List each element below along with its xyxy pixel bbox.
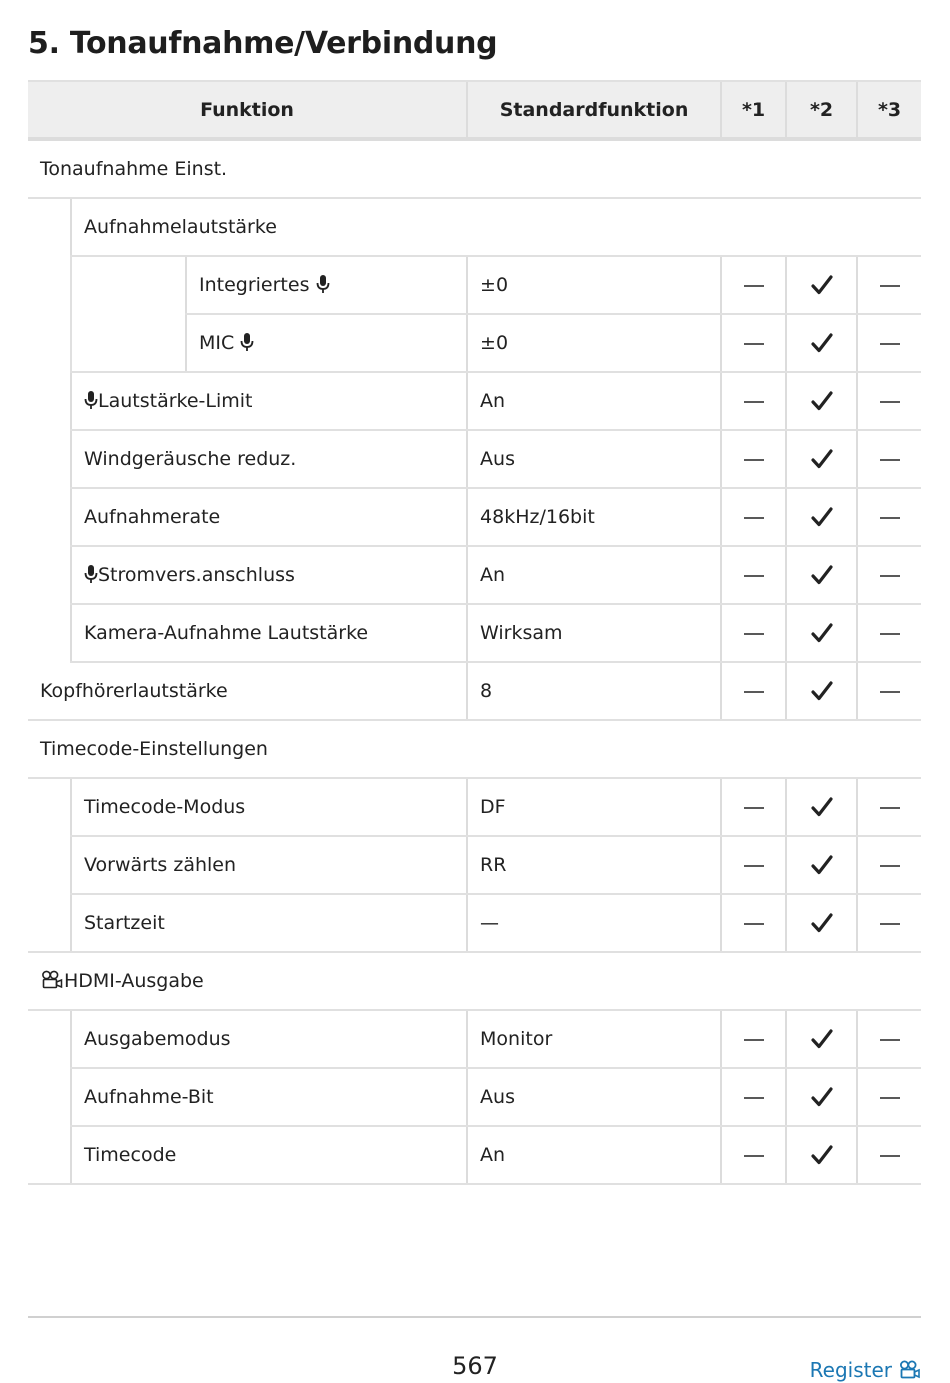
- availability-col-3: [857, 546, 921, 604]
- setting-label: [71, 604, 467, 662]
- default-value: Monitor: [467, 1010, 721, 1068]
- availability-col-1: [721, 1126, 786, 1184]
- default-value: ±0: [467, 314, 721, 372]
- row-label: MIC: [199, 332, 235, 354]
- dash-icon: [879, 680, 901, 702]
- dash-icon: [879, 854, 901, 876]
- dash-icon: [743, 1144, 765, 1166]
- header-standardfunktion: Standardfunktion: [467, 81, 721, 139]
- dash-icon: [879, 1028, 901, 1050]
- table-row: [28, 256, 921, 314]
- microphone-icon: [84, 390, 98, 410]
- availability-col-1: [721, 894, 786, 952]
- checkmark-icon: [811, 854, 833, 876]
- dash-icon: [879, 506, 901, 528]
- row-label: Integriertes: [199, 274, 310, 296]
- default-value: Wirksam: [467, 604, 721, 662]
- dash-icon: [743, 1028, 765, 1050]
- availability-col-2: [786, 894, 857, 952]
- availability-col-3: [857, 1126, 921, 1184]
- table-row: [28, 546, 921, 604]
- movie-camera-icon: [40, 970, 64, 990]
- row-label: Aufnahmelautstärke: [84, 216, 277, 238]
- setting-label: [71, 488, 467, 546]
- setting-label: [186, 256, 467, 314]
- table-row: [28, 894, 921, 952]
- availability-col-3: [857, 488, 921, 546]
- default-value: 8: [467, 662, 721, 720]
- header-col-2: *2: [786, 81, 857, 139]
- indent-spacer: [28, 1010, 71, 1184]
- header-funktion: Funktion: [28, 81, 467, 139]
- page-title: 5. Tonaufnahme/Verbindung: [28, 26, 498, 61]
- dash-icon: [879, 912, 901, 934]
- setting-label: [71, 1126, 467, 1184]
- availability-col-1: [721, 1010, 786, 1068]
- availability-col-2: [786, 836, 857, 894]
- table-row: [28, 430, 921, 488]
- default-value: An: [467, 1126, 721, 1184]
- dash-icon: [879, 448, 901, 470]
- table-row: [28, 1126, 921, 1184]
- checkmark-icon: [811, 332, 833, 354]
- row-label: Timecode-Einstellungen: [40, 738, 268, 760]
- row-label: Timecode: [84, 1144, 177, 1166]
- setting-label: [71, 430, 467, 488]
- group-heading: [28, 952, 921, 1010]
- setting-label: [28, 662, 467, 720]
- default-value: An: [467, 546, 721, 604]
- indent-spacer: [71, 256, 186, 372]
- dash-icon: [879, 274, 901, 296]
- row-label: Aufnahmerate: [84, 506, 221, 528]
- setting-label: [71, 778, 467, 836]
- dash-icon: [743, 332, 765, 354]
- dash-icon: [879, 332, 901, 354]
- default-value: ±0: [467, 256, 721, 314]
- setting-label: [71, 836, 467, 894]
- table-row: [28, 836, 921, 894]
- setting-label: [186, 314, 467, 372]
- microphone-icon: [240, 332, 254, 352]
- checkmark-icon: [811, 506, 833, 528]
- availability-col-1: [721, 314, 786, 372]
- row-label: Windgeräusche reduz.: [84, 448, 297, 470]
- availability-col-3: [857, 256, 921, 314]
- microphone-icon: [84, 564, 98, 584]
- checkmark-icon: [811, 390, 833, 412]
- dash-icon: [743, 274, 765, 296]
- setting-label: [71, 1010, 467, 1068]
- availability-col-2: [786, 604, 857, 662]
- availability-col-2: [786, 778, 857, 836]
- availability-col-2: [786, 662, 857, 720]
- availability-col-2: [786, 372, 857, 430]
- default-value: Aus: [467, 430, 721, 488]
- dash-icon: [879, 390, 901, 412]
- dash-icon: [879, 622, 901, 644]
- availability-col-1: [721, 546, 786, 604]
- row-label: Stromvers.anschluss: [98, 564, 295, 586]
- default-value: An: [467, 372, 721, 430]
- availability-col-3: [857, 894, 921, 952]
- header-col-1: *1: [721, 81, 786, 139]
- dash-icon: [879, 564, 901, 586]
- dash-icon: [879, 1086, 901, 1108]
- default-value: RR: [467, 836, 721, 894]
- checkmark-icon: [811, 1086, 833, 1108]
- page-number: 567: [452, 1352, 498, 1380]
- row-label: Lautstärke-Limit: [98, 390, 253, 412]
- availability-col-1: [721, 778, 786, 836]
- availability-col-3: [857, 314, 921, 372]
- availability-col-1: [721, 372, 786, 430]
- availability-col-1: [721, 430, 786, 488]
- availability-col-3: [857, 430, 921, 488]
- availability-col-1: [721, 488, 786, 546]
- settings-table: [28, 80, 921, 1185]
- dash-icon: [743, 564, 765, 586]
- table-row: [28, 1010, 921, 1068]
- checkmark-icon: [811, 274, 833, 296]
- availability-col-2: [786, 1068, 857, 1126]
- dash-icon: [743, 680, 765, 702]
- table-row-group: [28, 139, 921, 198]
- availability-col-3: [857, 1068, 921, 1126]
- table-row: [28, 778, 921, 836]
- availability-col-3: [857, 662, 921, 720]
- header-col-3: *3: [857, 81, 921, 139]
- dash-icon: [879, 796, 901, 818]
- checkmark-icon: [811, 680, 833, 702]
- table-row: [28, 604, 921, 662]
- indent-spacer: [28, 778, 71, 952]
- availability-col-3: [857, 778, 921, 836]
- dash-icon: [743, 390, 765, 412]
- movie-camera-icon: [898, 1360, 920, 1380]
- setting-label: [71, 372, 467, 430]
- register-link[interactable]: [810, 1358, 920, 1382]
- availability-col-2: [786, 546, 857, 604]
- row-label: Ausgabemodus: [84, 1028, 231, 1050]
- availability-col-2: [786, 488, 857, 546]
- availability-col-2: [786, 1126, 857, 1184]
- availability-col-1: [721, 256, 786, 314]
- setting-label: [71, 1068, 467, 1126]
- row-label: Vorwärts zählen: [84, 854, 237, 876]
- subgroup-heading: [71, 198, 921, 256]
- default-value: DF: [467, 778, 721, 836]
- row-label: Tonaufnahme Einst.: [40, 158, 228, 180]
- availability-col-2: [786, 430, 857, 488]
- row-label: Timecode-Modus: [84, 796, 246, 818]
- table-row: [28, 1068, 921, 1126]
- checkmark-icon: [811, 1144, 833, 1166]
- dash-icon: [743, 506, 765, 528]
- table-row-group: [28, 952, 921, 1010]
- microphone-icon: [316, 274, 330, 294]
- checkmark-icon: [811, 1028, 833, 1050]
- dash-icon: [743, 912, 765, 934]
- indent-spacer: [28, 198, 71, 662]
- table-row-group: [28, 720, 921, 778]
- footer-divider: [28, 1316, 921, 1318]
- register-link-label: Register: [809, 1358, 892, 1382]
- checkmark-icon: [811, 564, 833, 586]
- dash-icon: [743, 622, 765, 644]
- group-heading: [28, 139, 921, 198]
- row-label: Kamera-Aufnahme Lautstärke: [84, 622, 369, 644]
- row-label: Aufnahme-Bit: [84, 1086, 214, 1108]
- availability-col-2: [786, 1010, 857, 1068]
- row-label: HDMI-Ausgabe: [64, 970, 204, 992]
- availability-col-1: [721, 662, 786, 720]
- dash-icon: [743, 1086, 765, 1108]
- default-value: 48kHz/16bit: [467, 488, 721, 546]
- setting-label: [71, 894, 467, 952]
- availability-col-3: [857, 1010, 921, 1068]
- checkmark-icon: [811, 448, 833, 470]
- availability-col-3: [857, 372, 921, 430]
- dash-icon: [743, 796, 765, 818]
- availability-col-3: [857, 604, 921, 662]
- dash-icon: [743, 854, 765, 876]
- availability-col-1: [721, 1068, 786, 1126]
- availability-col-3: [857, 836, 921, 894]
- table-row: [28, 372, 921, 430]
- checkmark-icon: [811, 622, 833, 644]
- row-label: Kopfhörerlautstärke: [40, 680, 228, 702]
- group-heading: [28, 720, 921, 778]
- table-header-row: [28, 81, 921, 139]
- table-row: [28, 662, 921, 720]
- default-value: —: [467, 894, 721, 952]
- dash-icon: [743, 448, 765, 470]
- availability-col-2: [786, 256, 857, 314]
- checkmark-icon: [811, 912, 833, 934]
- setting-label: [71, 546, 467, 604]
- dash-icon: [879, 1144, 901, 1166]
- row-label: Startzeit: [84, 912, 165, 934]
- table-row-subgroup: [28, 198, 921, 256]
- availability-col-2: [786, 314, 857, 372]
- table-row: [28, 488, 921, 546]
- default-value: Aus: [467, 1068, 721, 1126]
- availability-col-1: [721, 604, 786, 662]
- checkmark-icon: [811, 796, 833, 818]
- availability-col-1: [721, 836, 786, 894]
